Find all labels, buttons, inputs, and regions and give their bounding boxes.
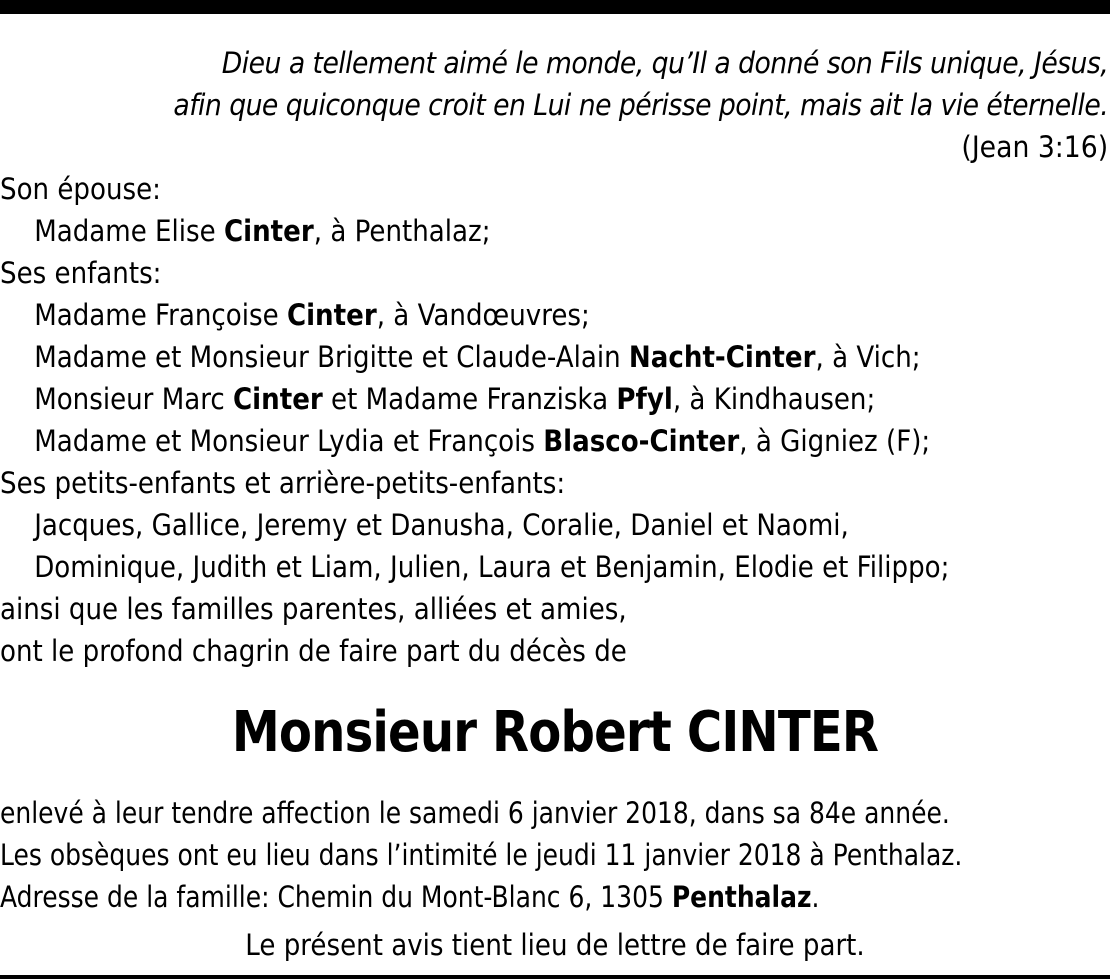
child-entry — [0, 294, 999, 336]
deceased-name: Monsieur Robert CINTER — [231, 700, 879, 765]
grandchildren-line-1: Jacques, Gallice, Jeremy et Danusha, Coralie, Daniel et Naomi, — [34, 508, 849, 542]
child-entry — [0, 378, 999, 420]
child-surname: Blasco-Cinter — [543, 424, 740, 458]
grandchildren-line-2: Dominique, Judith et Liam, Julien, Laura et Benjamin, Elodie et Filippo; — [34, 550, 950, 584]
bible-verse-reference: (Jean 3:16) — [961, 130, 1109, 164]
child-suffix: , à Kindhausen; — [672, 382, 876, 416]
spouse-prefix: Madame Elise — [34, 214, 225, 248]
child-suffix: , à Gigniez (F); — [739, 424, 931, 458]
spouse-entry — [0, 210, 999, 252]
bottom-rule — [0, 975, 1110, 979]
top-rule — [0, 0, 1110, 14]
address-prefix: Adresse de la famille: Chemin du Mont-Blanc 6, 1305 — [0, 880, 672, 914]
child-prefix: Madame et Monsieur Brigitte et Claude-Alain — [34, 340, 629, 374]
child-partner-surname: Pfyl — [616, 382, 673, 416]
child-prefix: Madame Françoise — [34, 298, 287, 332]
bible-verse-line-2: afin que quiconque croit en Lui ne périsse point, mais ait la vie éternelle. — [173, 88, 1109, 122]
details-line-1: enlevé à leur tendre affection le samedi 6 janvier 2018, dans sa 84e année. — [0, 796, 950, 830]
grandchildren-heading: Ses petits-enfants et arrière-petits-enfants: — [0, 466, 566, 500]
closing-note: Le présent avis tient lieu de lettre de faire part. — [245, 928, 865, 962]
address-suffix: . — [811, 880, 820, 914]
address-town: Penthalaz — [671, 880, 812, 914]
announcement-line: ont le profond chagrin de faire part du décès de — [0, 634, 627, 668]
child-prefix: Madame et Monsieur Lydia et François — [34, 424, 544, 458]
child-entry — [0, 336, 999, 378]
child-entry — [0, 420, 999, 462]
child-surname: Cinter — [286, 298, 377, 332]
relatives-line: ainsi que les familles parentes, alliées et amies, — [0, 592, 627, 626]
spouse-surname: Cinter — [224, 214, 314, 248]
children-heading: Ses enfants: — [0, 256, 162, 290]
spouse-suffix: , à Penthalaz; — [313, 214, 491, 248]
child-middle: et Madame Franziska — [322, 382, 617, 416]
family-address — [0, 876, 957, 918]
child-surname: Nacht-Cinter — [628, 340, 816, 374]
bible-verse-line-1: Dieu a tellement aimé le monde, qu’Il a donné son Fils unique, Jésus, — [221, 46, 1109, 80]
child-suffix: , à Vandœuvres; — [376, 298, 590, 332]
child-prefix: Monsieur Marc — [34, 382, 234, 416]
obituary-notice — [0, 42, 1110, 966]
spouse-heading: Son épouse: — [0, 172, 161, 206]
child-suffix: , à Vich; — [815, 340, 921, 374]
details-line-2: Les obsèques ont eu lieu dans l’intimité le jeudi 11 janvier 2018 à Penthalaz. — [0, 838, 963, 872]
child-surname: Cinter — [233, 382, 323, 416]
